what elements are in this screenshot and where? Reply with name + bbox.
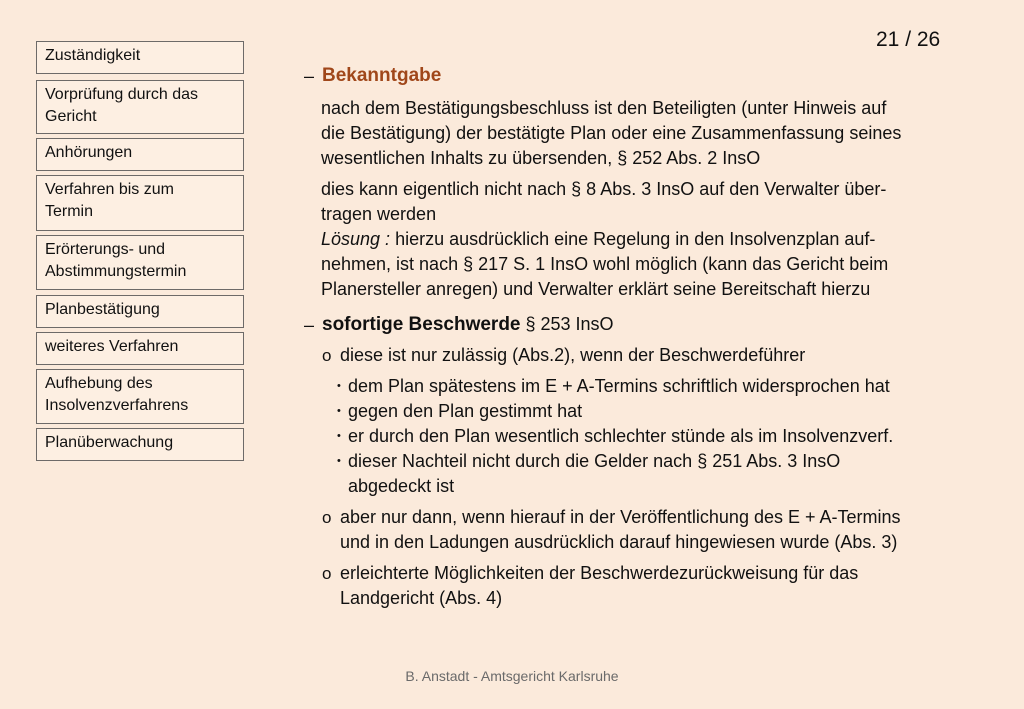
text-line: die Bestätigung) der bestätigte Plan oder eine Zusammenfassung seines — [321, 123, 902, 143]
nav-item-anhoerungen[interactable] — [36, 138, 244, 171]
section-heading: sofortige Beschwerde — [322, 314, 521, 335]
bullet-item: dieser Nachteil nicht durch die Gelder nach § 251 Abs. 3 InsO — [348, 451, 841, 471]
sub-marker: o — [322, 508, 332, 527]
loesung-text: hierzu ausdrücklich eine Regelung in den Insolvenzplan auf- — [390, 229, 876, 249]
bullet-item: gegen den Plan gestimmt hat — [348, 401, 583, 421]
section-heading-line — [322, 312, 614, 337]
text-line: wesentlichen Inhalts zu übersenden, § 252 Abs. 2 InsO — [321, 148, 761, 168]
list-marker: – — [304, 66, 315, 86]
nav-item-label: Insolvenzverfahrens — [45, 397, 189, 414]
sub-marker: o — [322, 564, 332, 583]
nav-item-label: weiteres Verfahren — [45, 338, 179, 355]
text-line — [321, 227, 875, 252]
sub-marker: o — [322, 346, 332, 365]
nav-item-eroerterungstermin[interactable] — [36, 235, 244, 290]
bullet-item-continuation: abgedeckt ist — [348, 476, 455, 496]
nav-item-label: Verfahren bis zum — [45, 181, 174, 198]
nav-item-zustaendigkeit[interactable] — [36, 41, 244, 74]
text-line: Landgericht (Abs. 4) — [340, 588, 503, 608]
nav-item-label: Zuständigkeit — [45, 47, 141, 64]
text-line: diese ist nur zulässig (Abs.2), wenn der Beschwerdeführer — [340, 345, 806, 365]
text-line: und in den Ladungen ausdrücklich darauf hingewiesen wurde (Abs. 3) — [340, 532, 898, 552]
nav-item-label: Aufhebung des — [45, 375, 153, 392]
text-line: nach dem Bestätigungsbeschluss ist den Beteiligten (unter Hinweis auf — [321, 98, 887, 118]
bullet-marker: • — [337, 455, 341, 467]
nav-item-label: Abstimmungstermin — [45, 263, 187, 280]
text-line: aber nur dann, wenn hierauf in der Veröffentlichung des E + A-Termins — [340, 507, 901, 527]
nav-item-planbestaetigung[interactable] — [36, 295, 244, 328]
footer: B. Anstadt - Amtsgericht Karlsruhe — [405, 668, 619, 684]
nav-item-weiteres-verfahren[interactable] — [36, 332, 244, 365]
nav-item-label: Termin — [45, 203, 94, 220]
nav-item-verfahren-bis-termin[interactable] — [36, 175, 244, 231]
section-heading-suffix: § 253 InsO — [520, 314, 614, 334]
nav-item-label: Planbestätigung — [45, 301, 160, 318]
section-heading: Bekanntgabe — [322, 65, 442, 86]
bullet-marker: • — [337, 430, 341, 442]
nav-item-vorpruefung[interactable] — [36, 80, 244, 134]
text-line: Planersteller anregen) und Verwalter erklärt seine Bereitschaft hierzu — [321, 279, 871, 299]
bullet-item: dem Plan spätestens im E + A-Termins schriftlich widersprochen hat — [348, 376, 890, 396]
nav-item-aufhebung[interactable] — [36, 369, 244, 424]
text-line: nehmen, ist nach § 217 S. 1 InsO wohl möglich (kann das Gericht beim — [321, 254, 889, 274]
page-number: 21 / 26 — [876, 28, 941, 51]
nav-item-label: Planüberwachung — [45, 434, 174, 451]
nav-item-label: Gericht — [45, 108, 97, 125]
text-line: erleichterte Möglichkeiten der Beschwerdezurückweisung für das — [340, 563, 859, 583]
nav-item-label: Vorprüfung durch das — [45, 86, 198, 103]
list-marker: – — [304, 315, 315, 335]
loesung-label: Lösung : — [321, 229, 391, 249]
nav-item-planueberwachung[interactable] — [36, 428, 244, 461]
bullet-marker: • — [337, 405, 341, 417]
text-line: tragen werden — [321, 204, 437, 224]
text-line: dies kann eigentlich nicht nach § 8 Abs. 3 InsO auf den Verwalter über- — [321, 179, 887, 199]
nav-item-label: Erörterungs- und — [45, 241, 166, 258]
nav-item-label: Anhörungen — [45, 144, 133, 161]
bullet-marker: • — [337, 380, 341, 392]
bullet-item: er durch den Plan wesentlich schlechter stünde als im Insolvenzverf. — [348, 426, 894, 446]
